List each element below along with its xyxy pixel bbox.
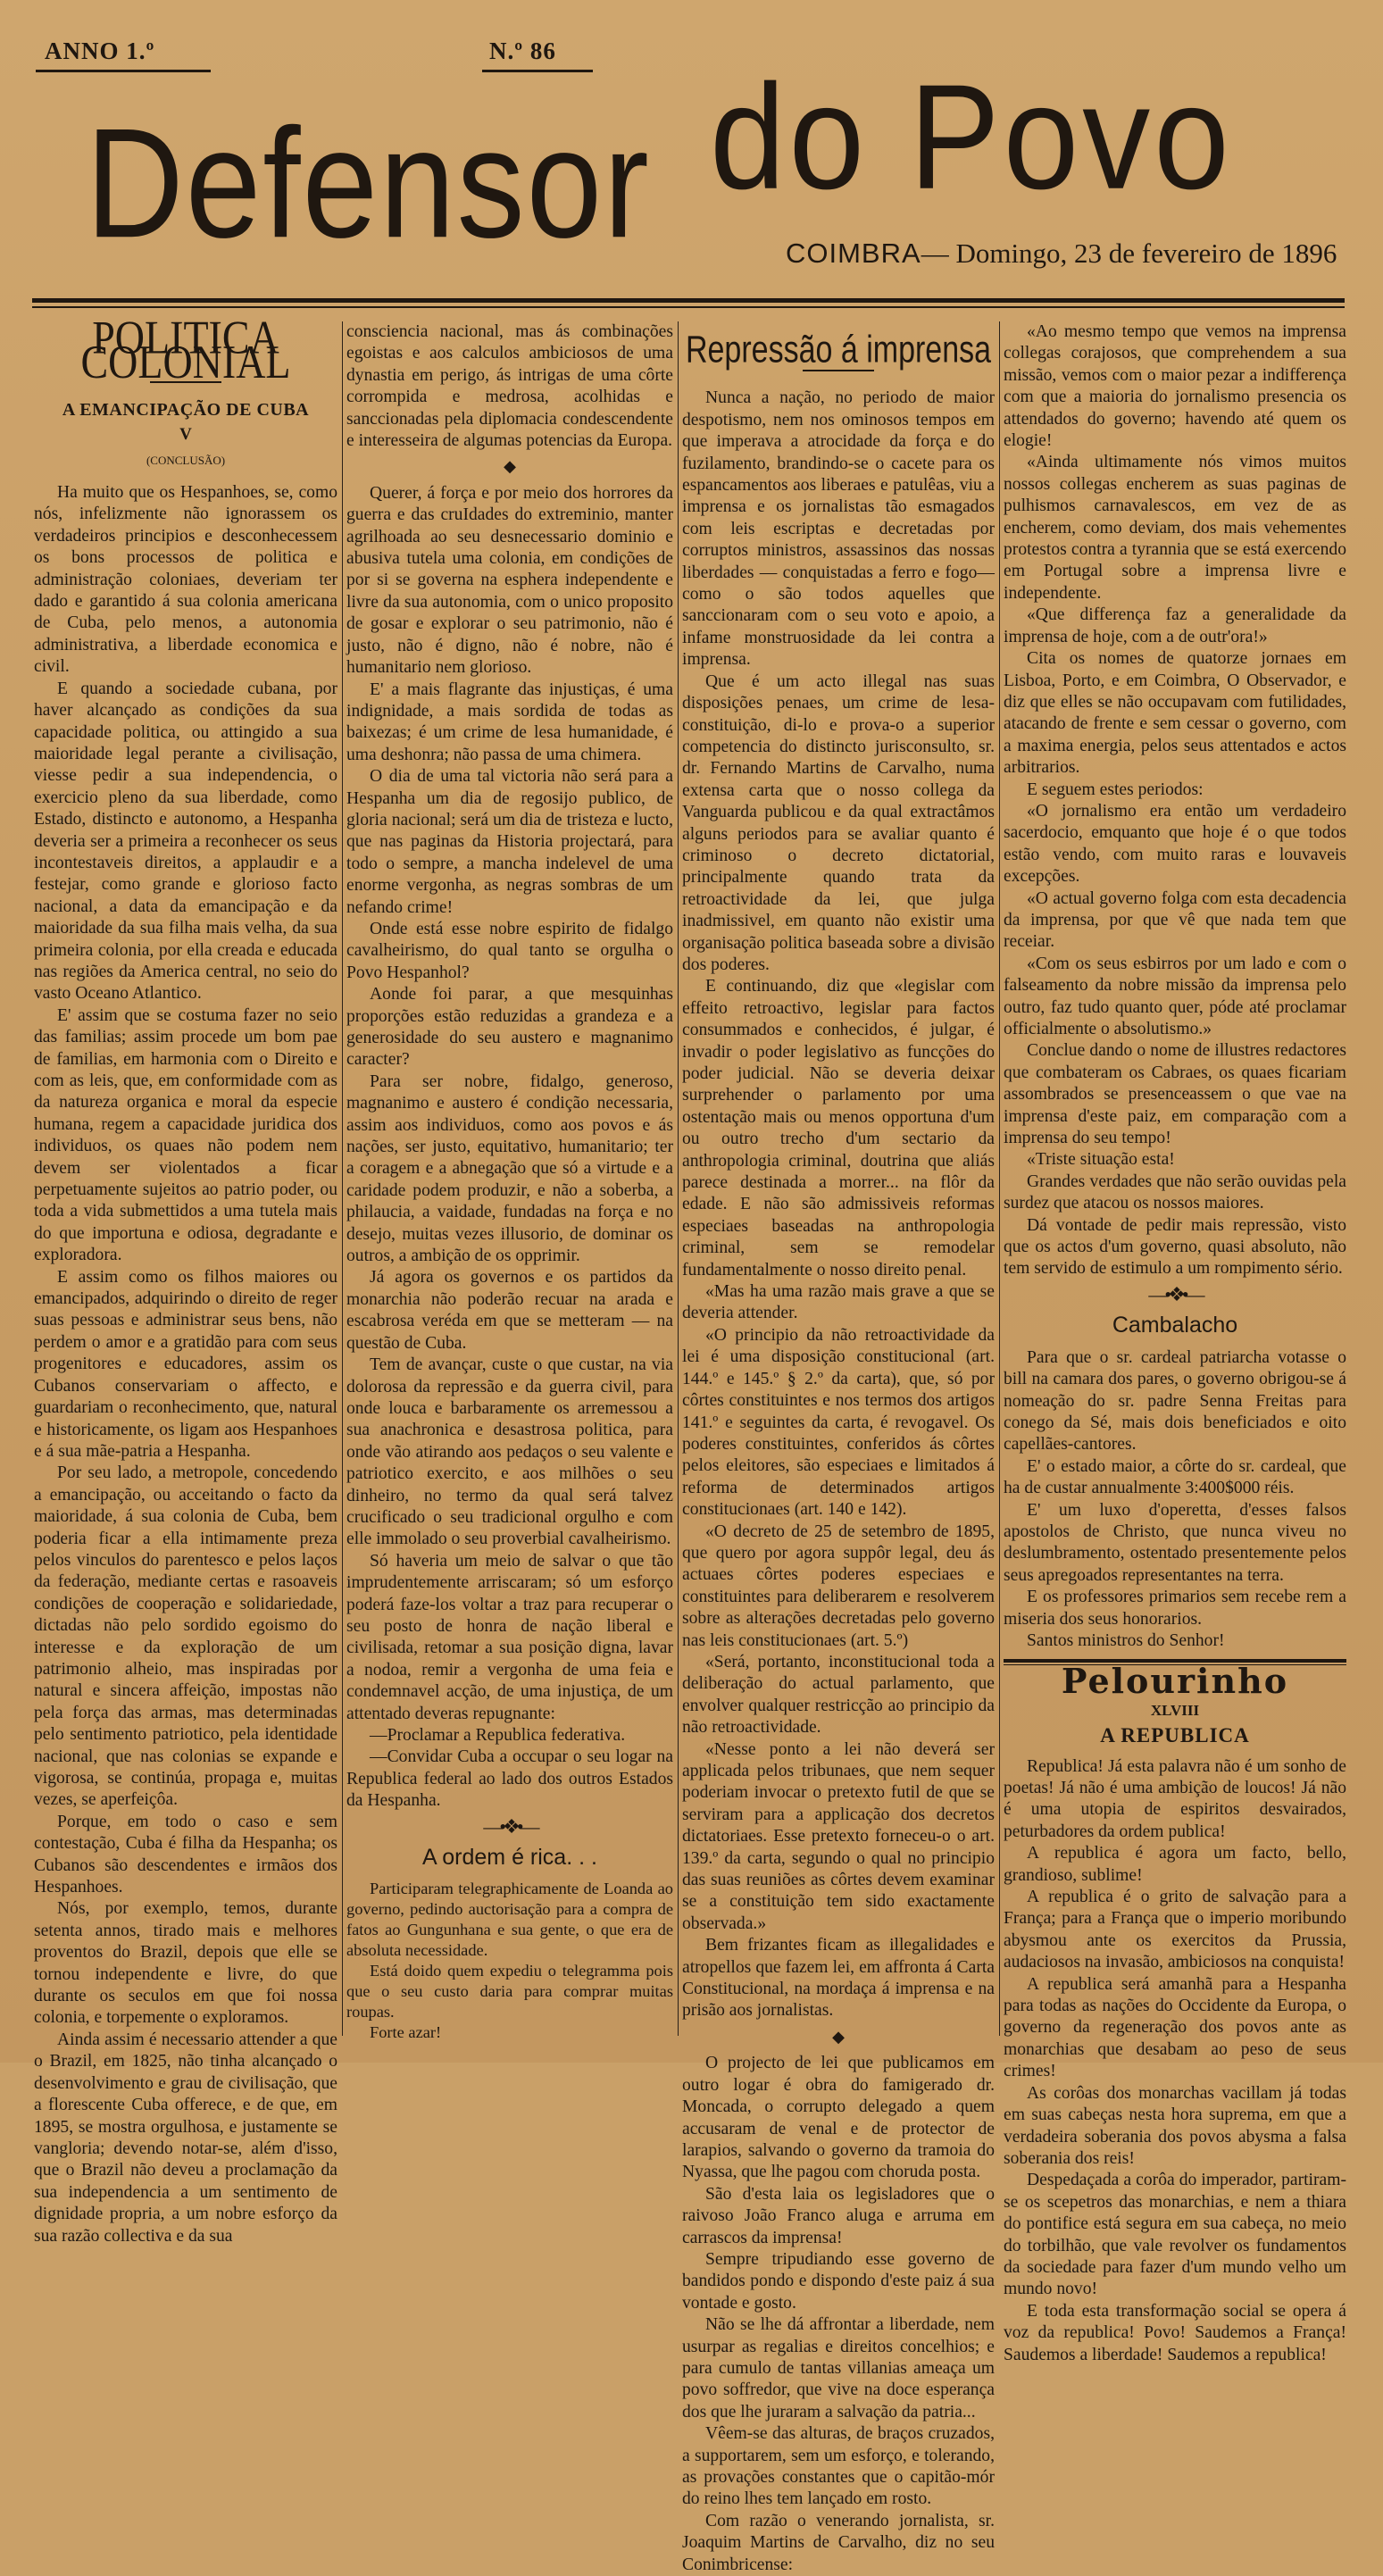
- article-note: (CONCLUSÃO): [146, 453, 226, 467]
- paragraph: As corôas dos monarchas vacillam já todas em suas cabeças nesta hora suprema, em que a verdadeira soberania dos povos abysma a falsa soberania dos reis!: [1004, 2083, 1346, 2168]
- article-body: [682, 388, 995, 2022]
- article-body: [346, 1879, 673, 2043]
- paragraph: E' um luxo d'operetta, d'esses falsos apostolos de Christo, que nunca viveu no deslumbramento, ostentado presentemente pelos seus apregoados representantes na terra.: [1004, 1500, 1346, 1585]
- paragraph: «Ainda ultimamente nós vimos muitos nossos collegas encherem as suas paginas de pulhismos carnavalescos, em vez de as encherem, como deviam, dos mais vehementes protestos contra a tyrannia que se está exercendo em Portugal sobre a imprensa livre e independente.: [1004, 453, 1346, 603]
- paragraph: Sempre tripudiando esse governo de bandidos pondo e dispondo d'este paiz á sua vontade e gosto.: [682, 2249, 995, 2313]
- divider-ornament: —•❖•—: [483, 1814, 537, 1838]
- column-3: [682, 321, 995, 2574]
- paragraph: consciencia nacional, mas ás combinações egoistas e aos calculos ambiciosos de uma dynastia em perigo, ás intrigas de uma côrte corrompida e medrosa, acolhidas e sanccionadas pela diplomacia condescendente e interesseira de algumas potencias da Europa.: [346, 322, 673, 451]
- paragraph: E' assim que se costuma fazer no seio das familias; assim procede um bom pae de familias, em harmonia com o Direito e com as leis, que, em conformidade com as da natureza organica e moral da especie humana, regem a capacidade juridica dos individuos, os quaes não podem nem devem ser violentados a ficar perpetuamente sujeitos ao patrio poder, ou toda a vida submettidos a uma tutela mais do que importuna e odiosa, degradante e exploradora.: [34, 1005, 337, 1265]
- paragraph: E assim como os filhos maiores ou emancipados, adquirindo o direito de reger suas pessoas e administrar seus bens, não perdem o amor e a gratidão para com seus progenitores e educadores, assim os Cubanos conservariam o affecto, e guardariam o reconhecimento, que, natural e historicamente, os ligam aos Hespanhoes e á sua mãe-patria a Hespanha.: [34, 1267, 337, 1461]
- paragraph: «O decreto de 25 de setembro de 1895, que quero por agora suppôr legal, deu ás actuaes côrtes poderes especiaes e constituintes para deliberarem e resolverem sobre as alterações decretadas pelo governo nas leis constitucionaes (art. 5.º): [682, 1521, 995, 1650]
- paragraph: Não se lhe dá affrontar a liberdade, nem usurpar as regalias e direitos concelhios; e para cumulo de tantas villanias ameaça um povo soffredor, que vive na doce esperança dos que lhe juraram a salvação da patria...: [682, 2315, 995, 2422]
- article-heading-cambalacho: Cambalacho: [1112, 1313, 1238, 1338]
- column-divider: [999, 321, 1000, 2036]
- masthead-title-right: do Povo: [710, 54, 1233, 221]
- masthead-title-left: Defensor: [86, 96, 651, 271]
- paragraph: Está doido quem expediu o telegramma pois que o seu custo daria para comprar muitas roupas.: [346, 1962, 673, 2022]
- paragraph: «Que differença faz a generalidade da imprensa de hoje, com a de outr'ora!»: [1004, 605, 1346, 646]
- section-heading-pelourinho: Pelourinho: [1061, 1661, 1289, 1702]
- paragraph: «Mas ha uma razão mais grave a que se deveria attender.: [682, 1282, 995, 1323]
- issue-number: N.º 86: [489, 38, 556, 64]
- article-heading-ordem: A ordem é rica. . .: [422, 1845, 597, 1871]
- article-part-number: V: [179, 425, 192, 445]
- dateline-city: COIMBRA: [786, 238, 921, 269]
- diamond-ornament: ◆: [832, 2027, 845, 2046]
- article-body: [682, 2053, 995, 2576]
- paragraph: Já agora os governos e os partidos da monarchia não poderão recuar na arada e escabrosa veréda em que se metteram — na questão de Cuba.: [346, 1268, 673, 1353]
- paragraph: «Nesse ponto a lei não deverá ser applicada pelos tribunaes, que nem sequer poderiam invocar o pretexto futil de que se serviram para a applicação dos decretos dictatoriaes. Esse pretexto forneceu-o o art. 139.º da carta, segundo o qual no principio das suas reuniões as côrtes devem examinar se a constituição tem sido exactamente observada.»: [682, 1739, 995, 1933]
- article-heading-politica-colonial: POLITICA COLONIAL: [80, 311, 291, 388]
- paragraph: Conclue dando o nome de illustres redactores que combateram os Cabraes, os quaes ficariam assombrados se presenceassem o que vae na imprensa d'este paiz, em comparação com a imprensa do seu tempo!: [1004, 1041, 1346, 1148]
- paragraph: O projecto de lei que publicamos em outro logar é obra do famigerado dr. Moncada, o corrupto delegado a quem accusaram de venal e de protector de larapios, salvando o governo da tramoia do Nyassa, que lhe pagou com choruda posta.: [682, 2054, 995, 2182]
- paragraph: Só haveria um meio de salvar o que tão imprudentemente arriscaram; só um esforço poderá faze-los voltar a traz para recuperar o seu posto de honra de nação liberal e civilisada, retomar a sua posição digna, lavar a nodoa, remir a vergonha de uma feia e condemnavel acção, de uma injustiça, de um attentado deveras repugnante:: [346, 1551, 673, 1723]
- paragraph: Bem frizantes ficam as illegalidades e atropellos que fazem lei, em affronta á Carta Constitucional, na mordaça á imprensa e na prisão aos jornalistas.: [682, 1936, 995, 2021]
- paragraph: Despedaçada a corôa do imperador, partiram-se os scepetros das monarchias, e nem a thiara do pontifice está segura em sua cabeça, no meio do torbilhão, que vale revolver os fundamentos da sociedade para fazer d'um mundo velho um mundo novo!: [1004, 2171, 1346, 2299]
- column-1: [34, 311, 337, 2246]
- paragraph: Forte azar!: [370, 2023, 442, 2042]
- paragraph: Por seu lado, a metropole, concedendo a emancipação, ou acceitando o facto da maioridade, á sua colonia de Cuba, bem poderia ficar a ella intimamente preza pelos vinculos do parentesco e pelos laços da federação, mediante certas e rasoaveis condições de cooperação e solidariedade, dictadas não pelo sordido egoismo do interesse e da exploração de um patrimonio alheio, mas inspiradas por natural e sincera affeição, impostas não pela força das armas, mas determinadas pelo sentimento patriotico, pela identidade nacional, que nas colonias se expande e vigorosa, se continúa, propaga e, muitas vezes, se aperfeiçôa.: [34, 1463, 337, 1810]
- paragraph: «Será, portanto, inconstitucional toda a deliberação do actual parlamento, que envolver qualquer restricção ao principio da não retroactividade.: [682, 1652, 995, 1738]
- paragraph: E' o estado maior, a côrte do sr. cardeal, que ha de custar annualmente 3:400$000 réis.: [1004, 1456, 1346, 1498]
- article-body: [34, 482, 337, 2247]
- issue-underline: [482, 70, 593, 72]
- paragraph: Participaram telegraphicamente de Loanda ao governo, pedindo auctorisação para a compra de fatos ao Gungunhana e sua gente, o que era de absoluta necessidade.: [346, 1880, 673, 1960]
- paragraph: A republica é o grito de salvação para a França; para a França que o imperio moribundo abysmou ante os exercitos da Prussia, audaciosos na invasão, ambiciosos na conquista!: [1004, 1888, 1346, 1972]
- paragraph: Aonde foi parar, a que mesquinhas proporções estão reduzidas a grandeza e a generosidade do seu austero e magnanimo caracter?: [346, 985, 673, 1070]
- paragraph: E toda esta transformação social se opera á voz da republica! Povo! Saudemos a França! Saudemos a liberdade! Saudemos a republica!: [1004, 2301, 1346, 2364]
- paragraph: E continuando, diz que «legislar com effeito retroactivo, legislar para factos consummados e conhecidos, é julgar, é invadir o poder legislativo as funcções do poder judicial. Não se deveria deixar surprehender o parlamento por uma ostentação mais ou menos opportuna d'um ou outro trecho d'um sectario da anthropologia criminal, doutrina que aliás parece destinada a morrer... na flôr da edade. E não são admissiveis reformas especiaes baseadas na anthropologia criminal, sem se remodelar fundamentalmente o nosso direito penal.: [682, 977, 995, 1280]
- paragraph: Onde está esse nobre espirito de fidalgo cavalheirismo, do qual tanto se orgulha o Povo Hespanhol?: [346, 919, 673, 982]
- paragraph: «O jornalismo era então um verdadeiro sacerdocio, emquanto que hoje é o que todos estão vendo, com muito raras e louvaveis excepções.: [1004, 801, 1346, 887]
- column-4: [1004, 321, 1346, 2364]
- paragraph: São d'esta laia os legisladores que o raivoso João Franco aluga e arruma em carrascos da imprensa!: [682, 2184, 995, 2247]
- paragraph: Ainda assim é necessario attender a que o Brazil, em 1825, não tinha alcançado o desenvolvimento e grau de civilisação, que a florescente Cuba offerece, e de que, em 1895, se mostra orgulhosa, e justamente se vangloria; devendo notar-se, além d'isso, que o Brazil não deveu a proclamação da sua independencia a um sentimento de dignidade propria, a um nobre esforço da sua razão collectiva e da sua: [34, 2030, 337, 2246]
- paragraph: O dia de uma tal victoria não será para a Hespanha um dia de regosijo publico, de gloria nacional; será um dia de tristeza e lucto, que nas paginas da Historia projectará, para todo o sempre, a mancha indelevel de uma enorme vergonha, as negras sombras de um nefando crime!: [346, 767, 673, 917]
- paragraph: E seguem estes periodos:: [1027, 779, 1204, 799]
- column-divider: [342, 321, 343, 2036]
- column-divider: [678, 321, 679, 2036]
- article-subheading: A EMANCIPAÇÃO DE CUBA: [62, 399, 310, 420]
- paragraph: Grandes verdades que não serão ouvidas pela surdez que atacou os nossos maiores.: [1004, 1171, 1346, 1213]
- paragraph: Para que o sr. cardeal patriarcha votasse o bill na camara dos pares, o governo obrigou-se á nomeação do sr. padre Senna Freitas para conego da Sé, mais dois beneficiados e oito capellães-cantores.: [1004, 1347, 1346, 1455]
- paragraph: —Convidar Cuba a occupar o seu logar na Republica federal ao lado dos outros Estados da Hespanha.: [346, 1747, 673, 1811]
- paragraph: «Ao mesmo tempo que vemos na imprensa collegas corajosos, que comprehendem a sua missão, vemos com o maior pezar a indifferença com que a maioria do jornalismo presencia os attendados do governo; havendo até quem os elogie!: [1004, 322, 1346, 451]
- paragraph: Nós, por exemplo, temos, durante setenta annos, tirado mais e melhores proventos do Brazil, depois que elle se tornou independente e livre, do que durante os seculos em que foi nossa colonia, e torpemente o exploramos.: [34, 1899, 337, 2028]
- paragraph: «O actual governo folga com esta decadencia da imprensa, por que vê que nada tem que receiar.: [1004, 888, 1346, 952]
- volume-underline: [36, 70, 211, 72]
- diamond-ornament: ◆: [504, 457, 516, 476]
- paragraph: Santos ministros do Senhor!: [1027, 1630, 1225, 1650]
- dateline-date: — Domingo, 23 de fevereiro de 1896: [921, 238, 1337, 269]
- paragraph: «O principio da não retroactividade da lei é uma disposição constitucional (art. 144.º e 145.º § 2.º da carta), que, só por côrtes constituintes e nos termos dos artigos 141.º e seguintes da carta, é revogavel. Os poderes constituintes, conferidos ás côrtes pelos eleitores, são especiaes e limitados á reforma de determinados artigos constitucionaes (art. 140 e 142).: [682, 1325, 995, 1520]
- dateline: [786, 238, 1337, 270]
- masthead-rule-thick: [32, 298, 1345, 303]
- article-body: [346, 483, 673, 1813]
- paragraph: E os professores primarios sem recebe rem a miseria dos seus honorarios.: [1004, 1588, 1346, 1629]
- paragraph: Tem de avançar, custe o que custar, na via dolorosa da repressão e da guerra civil, para onde louca e barbaramente os arremessou a sua anachronica e desastrosa politica, para onde vão atirando aos pedaços o seu valente e patriotico exercito, e aos milhões o seu dinheiro, no termo da qual será talvez crucificado o seu tradicional orgulho e com elle immolado o seu proverbial cavalheirismo.: [346, 1355, 673, 1549]
- volume-label: ANNO 1.º: [45, 38, 155, 64]
- paragraph: «Com os seus esbirros por um lado e com o falseamento da nobre missão da imprensa pelo outro, faz tudo quanto quer, póde até proclamar officialmente o absolutismo.»: [1004, 954, 1346, 1038]
- paragraph: Para ser nobre, fidalgo, generoso, magnanimo e austero é condição necessaria, assim aos individuos, como aos povos e ás nações, ser justo, equitativo, humanitario; ter a coragem e a abnegação que só a virtude e a caridade podem produzir, e não a soberba, a philaucia, a vaidade, fundadas na força e no desejo, muitas vezes illusorio, de dominar os outros, a ambição de os opprimir.: [346, 1071, 673, 1266]
- divider-ornament: —•❖•—: [1148, 1282, 1202, 1305]
- paragraph: —Proclamar a Republica federativa.: [370, 1726, 626, 1745]
- masthead-rule-thin: [32, 306, 1345, 308]
- article-heading-repressao: Repressão á imprensa: [685, 329, 992, 371]
- article-body: [1004, 1756, 1346, 2366]
- paragraph: A republica é agora um facto, bello, grandioso, sublime!: [1004, 1844, 1346, 1885]
- article-body: [1004, 321, 1346, 1280]
- article-body: [1004, 1347, 1346, 1653]
- paragraph: Ha muito que os Hespanhoes, se, como nós, infelizmente não ignorassem os verdadeiros principios e desconhecessem os bons processos de politica e administração coloniaes, deveriam ter dado e garantido á sua colonia americana de Cuba, pelo menos, a autonomia administrativa, a liberdade economica e civil.: [34, 483, 337, 677]
- paragraph: Nunca a nação, no periodo de maior despotismo, nem nos ominosos tempos em que imperava a atrocidade da força e do fuzilamento, brandindo-se o cacete para os espancamentos aos liberaes e patulêas, viu a imprensa e os jornalistas tão esmagados com leis escriptas e decretadas por corruptos ministros, assassinos das nossas liberdades — conquistadas a ferro e fogo—como o são todos aquelles que sanccionaram com o seu voto e apoio, a infame monstruosidade da lei contra a imprensa.: [682, 388, 995, 670]
- paragraph: Querer, á força e por meio dos horrores da guerra e das cruIdades do extreminio, manter agrilhoada ao seu desnecessario dominio e abusiva tutela uma colonia, em condições de por si se governa na esphera independente e livre da sua autonomia, com o unico proposito de gosar e explorar o seu patrimonio, não é justo, não é digno, não é nobre, não é humanitario nem glorioso.: [346, 483, 673, 678]
- paragraph: Cita os nomes de quatorze jornaes em Lisboa, Porto, e em Coimbra, O Observador, e diz que elles se não occupavam com futilidades, atacando de frente e sem cessar o governo, com a maxima energia, pelos seus attentados e actos arbitrarios.: [1004, 649, 1346, 778]
- paragraph: Vêem-se das alturas, de braços cruzados, a supportarem, sem um esforço, e tolerando, as provações constantes que o capitão-mór do reino lhes tem lançado em rosto.: [682, 2424, 995, 2509]
- paragraph: A republica será amanhã para a Hespanha para todas as nações do Occidente da Europa, o governo da regeneração dos povos ante as monarchias que desabam ao peso de seus crimes!: [1004, 1974, 1346, 2081]
- paragraph: Republica! Já esta palavra não é um sonho de poetas! Já não é uma ambição de loucos! Já não é uma utopia de espiritos desvairados, peturbadores da ordem publica!: [1004, 1756, 1346, 1841]
- paragraph: Dá vontade de pedir mais repressão, visto que os actos d'um governo, quasi absoluto, não tem servido de estimulo a um rompimento sério.: [1004, 1215, 1346, 1279]
- column-2: [346, 321, 673, 2042]
- paragraph: E' a mais flagrante das injustiças, é uma indignidade, a mais sordida de todas as baixezas; é um crime de lesa humanidade, é uma deshonra; não passa de uma chimera.: [346, 679, 673, 764]
- paragraph: Com razão o venerando jornalista, sr. Joaquim Martins de Carvalho, diz no seu Conimbricense:: [682, 2511, 995, 2574]
- paragraph: Porque, em todo o caso e sem contestação, Cuba é filha da Hespanha; os Cubanos são descendentes e irmãos dos Hespanhoes.: [34, 1812, 337, 1897]
- paragraph: E quando a sociedade cubana, por haver alcançado as condições da sua capacidade politica, ou attingido a sua maioridade legal perante a civilisação, viesse pedir a sua independencia, o exercicio pleno da sua liberdade, como Estado, distincto e autonomo, a Hespanha deveria ser a primeira a reconhecer os seus incontestaveis direitos, a applaudir e a festejar, como grande e glorioso facto nacional, a data da emancipação e da maioridade da sua filha mais velha, da sua primeira colonia, por ella creada e educada nas regiões da America central, no seio do vasto Oceano Atlantico.: [34, 679, 337, 1004]
- pelourinho-title: A REPUBLICA: [1100, 1724, 1250, 1747]
- pelourinho-number: XLVIII: [1150, 1701, 1200, 1719]
- paragraph: Que é um acto illegal nas suas disposições penaes, um crime de lesa-constituição, di-lo e prova-o a superior competencia do distincto jurisconsulto, sr. dr. Fernando Martins de Carvalho, numa extensa carta que o nosso collega da Vanguarda publicou e da qual extractâmos alguns periodos para se avaliar quanto é criminoso o decreto dictatorial, principalmente quando trata da retroactividade da lei, que julga inadmissivel, em quanto não existir uma organisação politica baseada sobre a divisão dos poderes.: [682, 671, 995, 974]
- article-body: [346, 321, 673, 452]
- paragraph: «Triste situação esta!: [1027, 1150, 1175, 1170]
